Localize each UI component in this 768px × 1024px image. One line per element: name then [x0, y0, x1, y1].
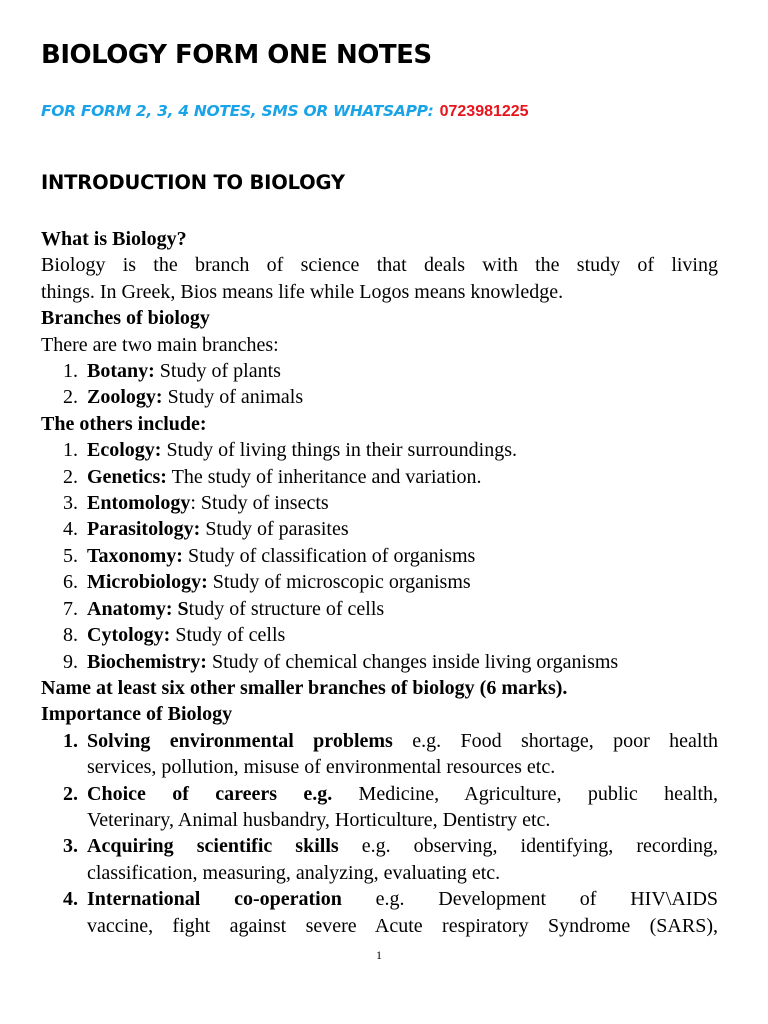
- list-line-2: Veterinary, Animal husbandry, Horticulture, Dentistry etc.: [87, 808, 551, 831]
- section-heading: INTRODUCTION TO BIOLOGY: [41, 171, 345, 194]
- list-item: [41, 781, 718, 834]
- list-number: 2.: [63, 782, 78, 805]
- list-desc: e.g. observing, identifying, recording,: [338, 835, 718, 858]
- list-number: 8.: [63, 624, 78, 647]
- list-item: [41, 516, 718, 542]
- what-is-line-1: Biology is the branch of science that deals with the study of living: [41, 254, 718, 277]
- list-term: Microbiology:: [87, 571, 208, 594]
- list-term: Acquiring scientific skills: [87, 835, 339, 858]
- list-item: [41, 649, 718, 675]
- list-number: 9.: [63, 650, 78, 673]
- list-desc: : Study of insects: [190, 492, 329, 515]
- list-line-2: vaccine, fight against severe Acute respiratory Syndrome (SARS),: [87, 914, 718, 937]
- what-is-line-2: things. In Greek, Bios means life while Logos means knowledge.: [41, 280, 564, 303]
- list-line-1: [87, 781, 718, 807]
- branches-heading: Branches of biology: [41, 307, 210, 330]
- list-desc: tudy of structure of cells: [188, 597, 385, 620]
- list-line-2: classification, measuring, analyzing, evaluating etc.: [87, 861, 501, 884]
- main-branches-list: [41, 358, 718, 411]
- list-line-1: [87, 886, 718, 912]
- list-term: Choice of careers e.g.: [87, 782, 333, 805]
- list-item: [41, 490, 718, 516]
- list-item: [41, 886, 718, 939]
- list-term: Cytology:: [87, 624, 171, 647]
- list-item: [41, 358, 718, 384]
- list-term: Botany:: [87, 360, 155, 383]
- list-number: 6.: [63, 571, 78, 594]
- list-number: 1.: [63, 439, 78, 462]
- list-term: Solving environmental problems: [87, 729, 393, 752]
- list-number: 4.: [63, 888, 78, 911]
- list-term: Biochemistry:: [87, 650, 207, 673]
- list-item: [41, 728, 718, 781]
- list-desc: Study of living things in their surroundings.: [161, 439, 517, 462]
- what-is-heading: What is Biology?: [41, 228, 187, 250]
- exam-question: Name at least six other smaller branches of biology (6 marks).: [41, 676, 568, 699]
- list-term: Parasitology:: [87, 518, 201, 541]
- list-desc: Study of animals: [162, 386, 304, 409]
- list-number: 2.: [63, 465, 78, 488]
- importance-heading: Importance of Biology: [41, 703, 233, 726]
- list-item: [41, 622, 718, 648]
- list-item: [41, 596, 718, 622]
- branches-intro: There are two main branches:: [41, 333, 279, 356]
- list-item: [41, 833, 718, 886]
- list-line-2: services, pollution, misuse of environmental resources etc.: [87, 756, 556, 779]
- list-item: [41, 543, 718, 569]
- list-term: Genetics:: [87, 465, 167, 488]
- list-desc: Study of plants: [154, 360, 281, 383]
- document-title: BIOLOGY FORM ONE NOTES: [41, 40, 432, 70]
- list-number: 4.: [63, 518, 78, 541]
- list-desc: Study of chemical changes inside living organisms: [206, 650, 619, 673]
- list-desc: The study of inheritance and variation.: [166, 465, 482, 488]
- promo-phone: 0723981225: [439, 103, 529, 120]
- list-line-1: [87, 728, 718, 754]
- others-heading: The others include:: [41, 412, 207, 435]
- list-number: 3.: [63, 492, 78, 515]
- list-line-1: [87, 833, 718, 859]
- other-branches-list: [41, 437, 718, 675]
- list-number: 2.: [63, 386, 78, 409]
- list-term: Anatomy: S: [87, 597, 189, 620]
- document-body: [41, 226, 718, 939]
- list-number: 1.: [63, 360, 78, 383]
- list-item: [41, 569, 718, 595]
- importance-list: [41, 728, 718, 939]
- list-number: 1.: [63, 729, 78, 752]
- list-term: Entomology: [87, 492, 191, 515]
- list-desc: e.g. Food shortage, poor health: [392, 729, 718, 752]
- list-number: 7.: [63, 597, 78, 620]
- list-term: Ecology:: [87, 439, 162, 462]
- list-desc: Study of microscopic organisms: [207, 571, 471, 594]
- list-desc: Study of parasites: [200, 518, 349, 541]
- list-desc: Study of classification of organisms: [182, 544, 476, 567]
- list-item: [41, 464, 718, 490]
- list-term: Taxonomy:: [87, 544, 183, 567]
- list-item: [41, 437, 718, 463]
- promo-line: [41, 102, 529, 121]
- list-desc: e.g. Development of HIV\AIDS: [341, 888, 719, 911]
- list-term: International co-operation: [87, 888, 342, 911]
- list-item: [41, 384, 718, 410]
- list-number: 3.: [63, 835, 78, 858]
- promo-text: FOR FORM 2, 3, 4 NOTES, SMS OR WHATSAPP:: [41, 102, 434, 120]
- list-desc: Medicine, Agriculture, public health,: [332, 782, 718, 805]
- list-term: Zoology:: [87, 386, 163, 409]
- list-desc: Study of cells: [170, 624, 286, 647]
- list-number: 5.: [63, 544, 78, 567]
- page-number: 1: [376, 948, 382, 962]
